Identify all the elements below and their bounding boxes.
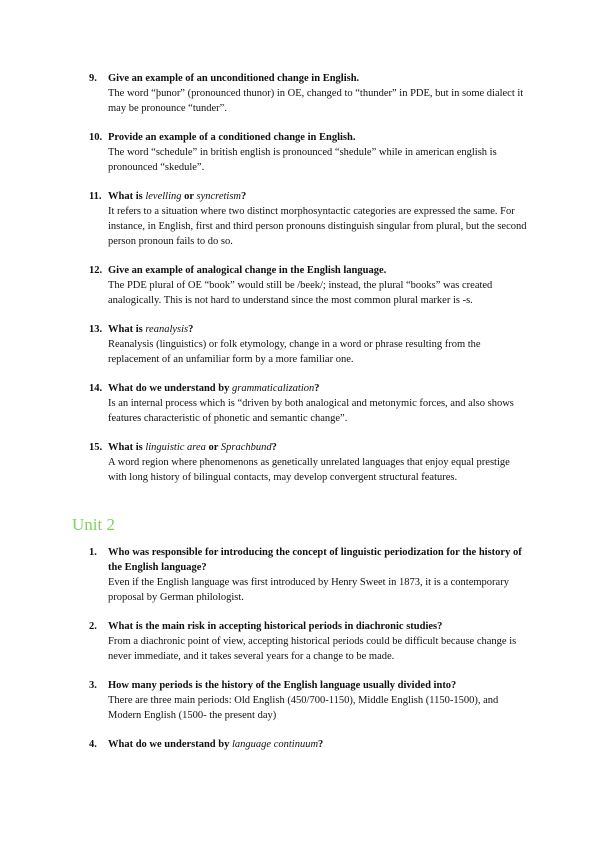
question-number: 12. [89,265,103,276]
question-text: Give an example of analogical change in the English language. [108,265,387,276]
question-number: 9. [89,73,97,84]
question-12 [0,263,600,308]
question-text: What is levelling or syncretism? [108,191,247,202]
question-text: What is the main risk in accepting historical periods in diachronic studies? [108,621,443,632]
question-text: What is linguistic area or Sprachbund? [108,442,277,453]
question-number: 4. [89,739,97,750]
question-text: Who was responsible for introducing the concept of linguistic periodization for the history of the English language? [108,547,522,573]
answer-text: The word “schedule” in british english is pronounced “shedule” while in american english is pronounced “skedule”. [108,147,497,173]
question-u2-4 [0,737,600,752]
question-14 [0,381,600,426]
question-list-unit-1 [0,71,600,485]
answer-text: From a diachronic point of view, accepting historical periods could be difficult because change is never immediate, and it takes several years for a change to be made. [108,636,517,662]
question-text: What do we understand by language continuum? [108,739,324,750]
question-number: 1. [89,547,97,558]
answer-text: The word “þunor” (pronounced thunor) in OE, changed to “thunder” in PDE, but in some dialect it may be pronounce “tunder”. [108,88,524,114]
question-number: 11. [89,191,102,202]
question-11 [0,189,600,249]
unit-heading: Unit 2 [72,515,115,534]
question-number: 13. [89,324,103,335]
question-text: How many periods is the history of the English language usually divided into? [108,680,457,691]
question-15 [0,440,600,485]
question-9 [0,71,600,116]
question-13 [0,322,600,367]
answer-text: Reanalysis (linguistics) or folk etymology, change in a word or phrase resulting from the replacement of an unfamiliar form by a more familiar one. [108,339,481,365]
question-number: 14. [89,383,103,394]
answer-text: It refers to a situation where two distinct morphosyntactic categories are expressed the same. For instance, in English, first and third person pronouns distinguish singular from plural, but the second person pronoun fails to do so. [108,206,527,247]
question-u2-1 [0,545,600,605]
question-number: 10. [89,132,103,143]
question-list-unit-2 [0,545,600,752]
question-u2-2 [0,619,600,664]
question-text: Give an example of an unconditioned change in English. [108,73,360,84]
answer-text: A word region where phenomenons as genetically unrelated languages that enjoy equal prestige with long history of bilingual contacts, may develop convergent structural features. [108,457,510,483]
question-text: What do we understand by grammaticalization? [108,383,320,394]
answer-text: Even if the English language was first introduced by Henry Sweet in 1873, it is a contemporary proposal by German philologist. [108,577,509,603]
question-number: 3. [89,680,97,691]
question-text: Provide an example of a conditioned change in English. [108,132,356,143]
answer-text: There are three main periods: Old English (450/700-1150), Middle English (1150-1500), and Modern English (1500- the present day) [108,695,499,721]
question-10 [0,130,600,175]
question-number: 15. [89,442,103,453]
question-number: 2. [89,621,97,632]
answer-text: The PDE plural of OE “book” would still be /beek/; instead, the plural “books” was created analogically. This is not hard to understand since the most common plural marker is -s. [108,280,493,306]
answer-text: Is an internal process which is “driven by both analogical and metonymic forces, and also shows features characteristic of phonetic and semantic change”. [108,398,514,424]
question-u2-3 [0,678,600,723]
question-text: What is reanalysis? [108,324,194,335]
